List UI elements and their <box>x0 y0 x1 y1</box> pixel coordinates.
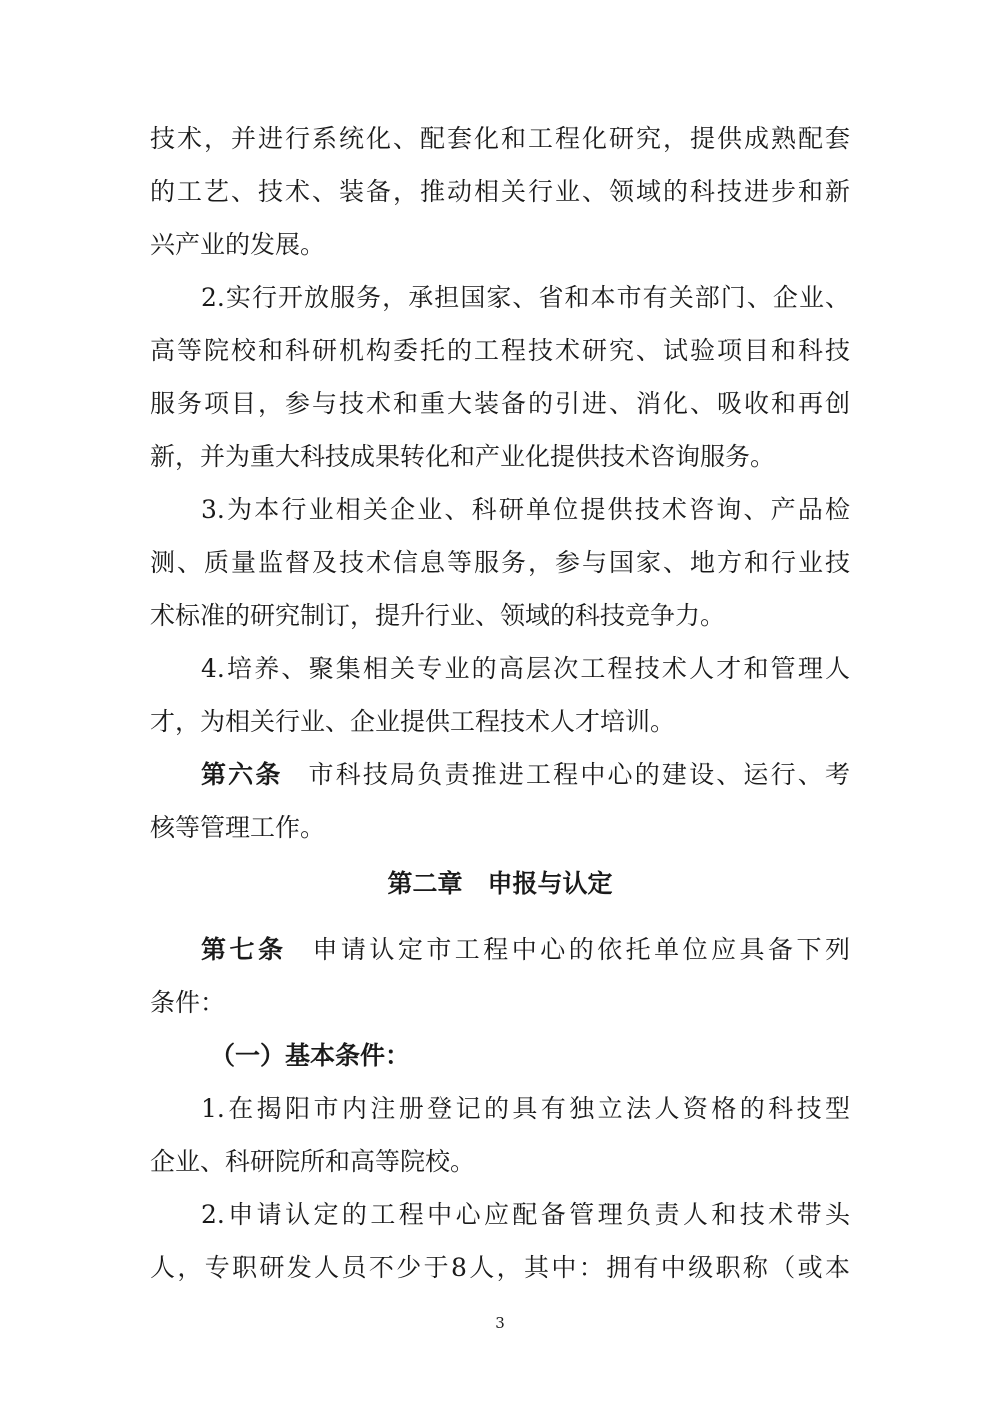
page-number: 3 <box>495 1314 505 1332</box>
article-7-line-1 <box>201 934 850 966</box>
c1-line-1: 1.在揭阳市内注册登记的具有独立法人资格的科技型 <box>201 1094 850 1123</box>
p2-line-2: 高等院校和科研机构委托的工程技术研究、试验项目和科技 <box>150 336 850 365</box>
article-7-label: 第七条 <box>201 935 287 964</box>
p3-line-3: 术标准的研究制订，提升行业、领域的科技竞争力。 <box>150 601 726 630</box>
c1-line-2: 企业、科研院所和高等院校。 <box>150 1147 476 1176</box>
article-7-text-1: 申请认定市工程中心的依托单位应具备下列 <box>312 935 850 964</box>
chapter-2-heading: 第二章 申报与认定 <box>387 869 613 898</box>
p4-line-1: 4.培养、聚集相关专业的高层次工程技术人才和管理人 <box>201 654 850 683</box>
article-6-label: 第六条 <box>201 760 283 789</box>
article-7-line-2: 条件： <box>150 988 226 1017</box>
c2-line-1: 2.申请认定的工程中心应配备管理负责人和技术带头 <box>201 1200 850 1229</box>
basic-conditions-heading: （一）基本条件： <box>210 1041 411 1070</box>
p2-line-3: 服务项目，参与技术和重大装备的引进、消化、吸收和再创 <box>150 389 850 418</box>
p3-line-1: 3.为本行业相关企业、科研单位提供技术咨询、产品检 <box>201 495 850 524</box>
p3-line-2: 测、质量监督及技术信息等服务，参与国家、地方和行业技 <box>150 548 850 577</box>
p1-line-1: 技术，并进行系统化、配套化和工程化研究，提供成熟配套 <box>150 124 850 153</box>
p2-line-4: 新，并为重大科技成果转化和产业化提供技术咨询服务。 <box>150 442 776 471</box>
p1-line-3: 兴产业的发展。 <box>150 230 326 259</box>
article-6-line-1 <box>201 759 850 791</box>
article-6-text-1: 市科技局负责推进工程中心的建设、运行、考 <box>308 760 850 789</box>
p2-line-1: 2.实行开放服务，承担国家、省和本市有关部门、企业、 <box>201 283 850 312</box>
p1-line-2: 的工艺、技术、装备，推动相关行业、领域的科技进步和新 <box>150 177 850 206</box>
p4-line-2: 才，为相关行业、企业提供工程技术人才培训。 <box>150 707 676 736</box>
article-6-line-2: 核等管理工作。 <box>150 813 326 842</box>
c2-line-2: 人，专职研发人员不少于8人，其中：拥有中级职称（或本 <box>150 1253 850 1282</box>
